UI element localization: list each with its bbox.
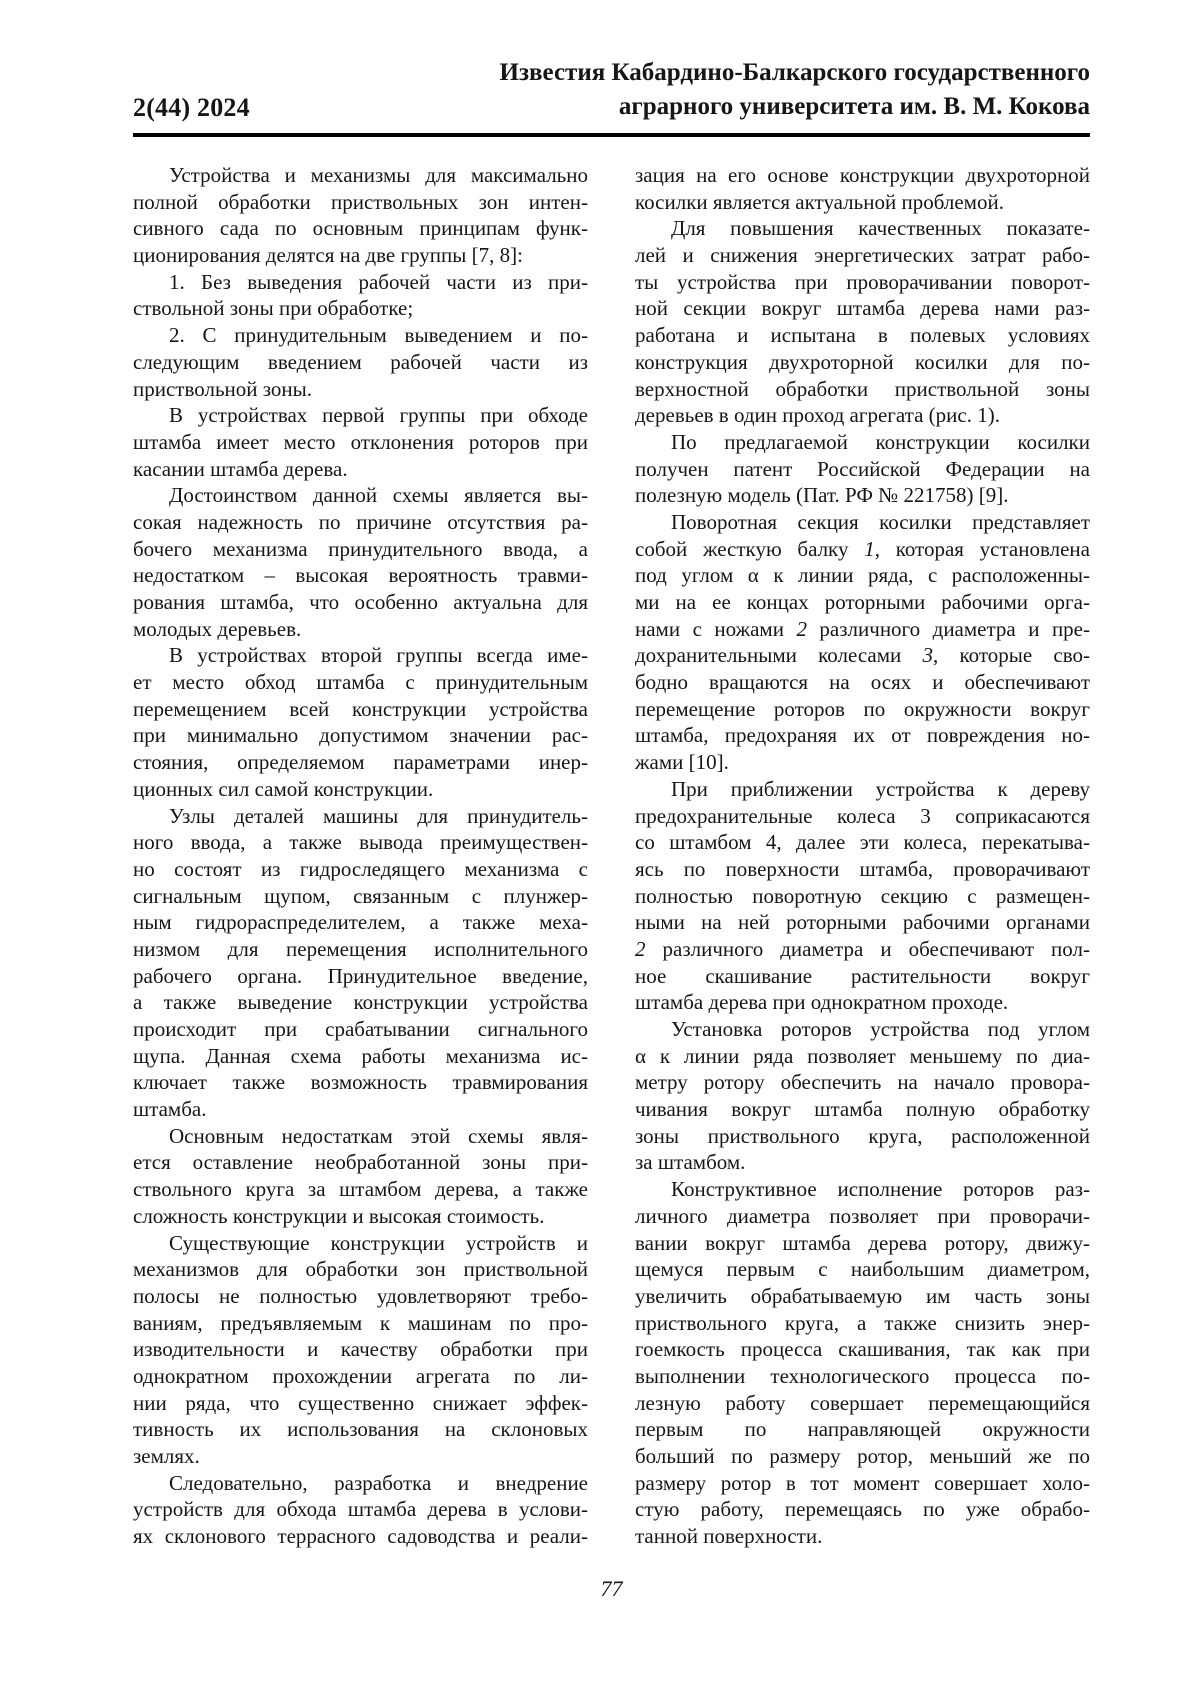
article-body (133, 162, 1090, 1550)
journal-title (500, 56, 1090, 124)
text-line: ях склонового террасного садоводства и реали- (133, 1524, 588, 1549)
page-number: 77 (600, 1576, 623, 1601)
text-line: чивания вокруг штамба полную обработку (635, 1097, 1090, 1122)
text-line: конструкция двухроторной косилки для по- (635, 349, 1090, 374)
text-line: По предлагаемой конструкции косилки (671, 429, 1090, 454)
text-line: ваниям, предъявляемым к машинам по про- (133, 1310, 588, 1335)
text-line: следующим введением рабочей части из (133, 349, 588, 374)
text-line: ное скашивание растительности вокруг (635, 963, 1090, 988)
text-line: Следовательно, разработка и внедрение (169, 1470, 588, 1495)
text-line: сокая надежность по причине отсутствия ра- (133, 509, 588, 534)
text-line: полностью поворотную секцию с размещен- (635, 883, 1090, 908)
text-line: собой жесткую балку 1, которая установлена (635, 536, 1090, 561)
issue-number: 2(44) 2024 (133, 93, 250, 122)
text-line: ными на ней роторными рабочими органами (635, 910, 1090, 935)
text-line: тивность их использования на склоновых (133, 1417, 588, 1442)
paragraph (133, 162, 588, 269)
text-line: При приближении устройства к дереву (671, 776, 1090, 801)
text-line: первым по направляющей окружности (635, 1417, 1090, 1442)
text-line: ной секции вокруг штамба дерева нами раз- (635, 296, 1090, 321)
text-line: изводительности и качеству обработки при (133, 1337, 588, 1362)
paragraph (133, 1470, 588, 1550)
text-line: со штамбом 4, далее эти колеса, перекатыва- (635, 830, 1090, 855)
paragraph (133, 322, 588, 402)
text-line: приствольной зоны. (133, 376, 313, 401)
text-line: Устройства и механизмы для максимально (169, 163, 588, 187)
text-line: Узлы деталей машины для принудитель- (169, 803, 588, 828)
text-line: устройств для обхода штамба дерева в услови- (133, 1497, 588, 1522)
text-line: под углом α к линии ряда, с расположенны- (635, 563, 1090, 588)
text-line: нии ряда, что существенно снижает эффек- (133, 1390, 588, 1415)
text-line: Достоинством данной схемы является вы- (169, 483, 588, 508)
text-line: сложность конструкции и высокая стоимость. (133, 1203, 545, 1228)
text-line: 1. Без выведения рабочей части из при- (169, 269, 588, 294)
journal-title-line1: Известия Кабардино-Балкарского государственного (499, 59, 1090, 86)
paragraph (133, 803, 588, 1123)
text-line: щупа. Данная схема работы механизма ис- (133, 1043, 588, 1068)
paragraph (133, 1230, 588, 1470)
text-line: косилки является актуальной проблемой. (635, 189, 1004, 214)
text-line: механизмов для обработки зон приствольной (133, 1257, 588, 1282)
text-line: выполнении технологического процесса по- (635, 1363, 1090, 1388)
text-line: личного диаметра позволяет при проворачи- (635, 1203, 1090, 1228)
text-line: ты устройства при проворачивании поворот- (635, 269, 1090, 294)
text-line: гоемкость процесса скашивания, так как при (635, 1337, 1090, 1362)
text-line: землях. (133, 1444, 200, 1468)
text-line: ного ввода, а также вывода преимуществен- (133, 830, 588, 855)
journal-title-line2: аграрного университета им. В. М. Кокова (618, 93, 1090, 120)
text-line: ется оставление необработанной зоны при- (133, 1150, 588, 1175)
text-line: низмом для перемещения исполнительного (133, 936, 588, 961)
text-line: 2 различного диаметра и обеспечивают пол- (635, 936, 1090, 961)
text-line: при минимально допустимом значении рас- (133, 723, 588, 748)
text-line: сивного сада по основным принципам функ- (133, 216, 588, 241)
text-line: сигнальным щупом, связанным с плунжер- (133, 883, 588, 908)
paragraph (635, 1176, 1090, 1550)
text-line: ми на ее концах роторными рабочими орга- (635, 590, 1090, 614)
paragraph (133, 642, 588, 802)
text-line: происходит при срабатывании сигнального (133, 1017, 588, 1041)
text-line: α к линии ряда позволяет меньшему по диа- (635, 1043, 1090, 1068)
text-line: ет место обход штамба с принудительным (133, 670, 588, 695)
text-line: зация на его основе конструкции двухроторной (635, 163, 1090, 187)
text-line: но состоят из гидроследящего механизма с (133, 856, 588, 881)
text-line: танной поверхности. (635, 1524, 823, 1549)
paragraph (635, 215, 1090, 429)
text-line: больший по размеру ротор, меньший же по (635, 1444, 1090, 1468)
text-line: Для повышения качественных показате- (671, 216, 1090, 241)
text-line: стую работу, перемещаясь по уже обрабо- (635, 1497, 1090, 1522)
paragraph (635, 776, 1090, 1016)
paragraph (635, 162, 1090, 215)
text-line: перемещение роторов по окружности вокруг (635, 696, 1090, 721)
text-line: рабочего органа. Принудительное введение, (133, 963, 588, 988)
text-line: дохранительными колесами 3, которые сво- (635, 643, 1090, 668)
text-line: бодно вращаются на осях и обеспечивают (635, 670, 1090, 695)
text-line: ционных сил самой конструкции. (133, 776, 434, 801)
text-line: вании вокруг штамба дерева ротору, движу- (635, 1230, 1090, 1255)
text-line: деревьев в один проход агрегата (рис. 1). (635, 403, 1000, 428)
text-line: ключает также возможность травмирования (133, 1070, 588, 1095)
text-line: рования штамба, что особенно актуальна для (133, 590, 588, 614)
text-line: касании штамба дерева. (133, 456, 348, 481)
page-header (133, 56, 1090, 124)
text-line: зоны приствольного круга, расположенной (635, 1123, 1090, 1148)
text-line: лезную работу совершает перемещающийся (635, 1390, 1090, 1415)
text-line: лей и снижения энергетических затрат рабо- (635, 243, 1090, 268)
text-line: работана и испытана в полевых условиях (635, 323, 1090, 348)
text-line: щемуся первым с наибольшим диаметром, (635, 1257, 1090, 1282)
text-line: 2. С принудительным выведением и по- (169, 323, 588, 348)
text-line: Поворотная секция косилки представляет (671, 509, 1090, 534)
text-line: полосы не полностью удовлетворяют требо- (133, 1283, 588, 1308)
text-line: бочего механизма принудительного ввода, а (133, 536, 588, 561)
text-line: штамба имеет место отклонения роторов при (133, 429, 588, 454)
text-line: ционирования делятся на две группы [7, 8]: (133, 243, 523, 268)
text-line: перемещением всей конструкции устройства (133, 696, 588, 721)
text-line: ясь по поверхности штамба, проворачивают (635, 856, 1090, 881)
paragraph (133, 1123, 588, 1230)
text-line: Существующие конструкции устройств и (169, 1230, 588, 1255)
text-line: жами [10]. (635, 750, 729, 775)
text-line: а также выведение конструкции устройства (133, 990, 588, 1015)
text-line: полезную модель (Пат. РФ № 221758) [9]. (635, 483, 1009, 508)
text-line: ным гидрораспределителем, а также меха- (133, 910, 588, 935)
paragraph (635, 429, 1090, 509)
text-line: штамба. (133, 1097, 207, 1122)
text-line: штамба дерева при однократном проходе. (635, 990, 1009, 1015)
text-line: за штамбом. (635, 1150, 746, 1175)
text-line: Установка роторов устройства под углом (671, 1017, 1090, 1041)
text-line: В устройствах первой группы при обходе (169, 403, 588, 428)
text-line: нами с ножами 2 различного диаметра и пре- (635, 616, 1090, 641)
text-line: штамба, предохраняя их от повреждения но- (635, 723, 1090, 748)
text-line: однократном прохождении агрегата по ли- (133, 1363, 588, 1388)
text-line: верхностной обработки приствольной зоны (635, 376, 1090, 401)
text-line: увеличить обрабатываемую им часть зоны (635, 1283, 1090, 1308)
text-line: предохранительные колеса 3 соприкасаются (635, 803, 1090, 828)
text-line: В устройствах второй группы всегда име- (169, 643, 588, 668)
paragraph (635, 1016, 1090, 1176)
text-line: ствольного круга за штамбом дерева, а также (133, 1177, 588, 1202)
text-line: ствольной зоны при обработке; (133, 296, 414, 321)
paragraph (133, 482, 588, 642)
column-right (635, 162, 1090, 1550)
header-divider (133, 133, 1090, 137)
paragraph (133, 269, 588, 322)
paragraph (635, 509, 1090, 776)
text-line: стояния, определяемом параметрами инер- (133, 750, 588, 775)
text-line: получен патент Российской Федерации на (635, 456, 1090, 481)
text-line: полной обработки приствольных зон интен- (133, 189, 588, 214)
text-line: недостатком – высокая вероятность травми- (133, 563, 588, 588)
column-left (133, 162, 588, 1550)
text-line: Основным недостаткам этой схемы явля- (169, 1123, 588, 1148)
paragraph (133, 402, 588, 482)
text-line: метру ротору обеспечить на начало провора- (635, 1070, 1090, 1095)
text-line: размеру ротор в тот момент совершает холо- (635, 1470, 1090, 1495)
text-line: молодых деревьев. (133, 616, 302, 641)
text-line: Конструктивное исполнение роторов раз- (671, 1177, 1090, 1202)
text-line: приствольного круга, а также снизить энер- (635, 1310, 1090, 1335)
